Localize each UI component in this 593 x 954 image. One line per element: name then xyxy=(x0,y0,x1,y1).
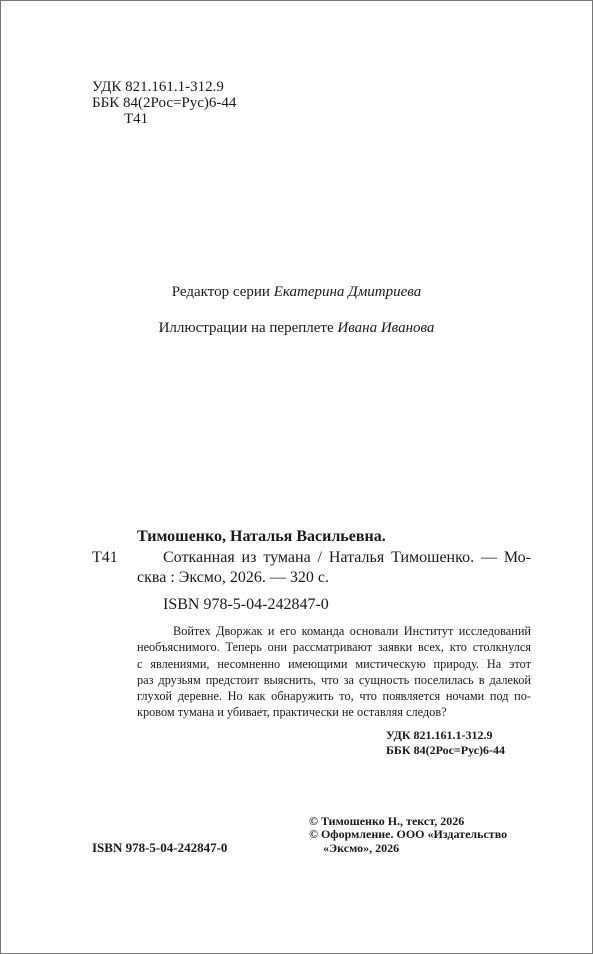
copyright-design-line-2: «Эксмо», 2026 xyxy=(323,841,400,855)
catalog-author-mark: Т41 xyxy=(92,549,118,566)
catalog-author-heading: Тимошенко, Наталья Васильевна. xyxy=(137,528,386,545)
catalog-annotation xyxy=(137,623,531,721)
footer-isbn: ISBN 978-5-04-242847-0 xyxy=(92,840,228,855)
editor-credit xyxy=(0,285,593,300)
top-author-mark: Т41 xyxy=(124,111,149,127)
editor-label: Редактор серии xyxy=(171,284,270,300)
top-udk: УДК 821.161.1-312.9 xyxy=(92,79,224,95)
illustrations-credit xyxy=(0,321,593,336)
illustrations-label: Иллюстрации на переплете xyxy=(158,320,334,336)
catalog-title-line-2: сква : Эксмо, 2026. — 320 с. xyxy=(137,569,330,586)
annotation-line: Войтех Дворжак и его команда основали Институт исследований xyxy=(173,624,531,638)
annotation-line: необъяснимого. Теперь они рассматривают заявки всех, кто столкнулся xyxy=(137,640,531,655)
copyright-text: © Тимошенко Н., текст, 2026 xyxy=(309,814,465,828)
catalog-isbn: ISBN 978-5-04-242847-0 xyxy=(163,596,329,613)
illustrations-name: Ивана Иванова xyxy=(337,320,435,336)
catalog-title-line-1: Сотканная из тумана / Наталья Тимошенко. — Мо- xyxy=(163,549,531,566)
copyright-design-line-1: © Оформление. ООО «Издательство xyxy=(309,827,508,841)
catalog-udk: УДК 821.161.1-312.9 xyxy=(386,728,493,742)
annotation-line: с явлениями, несомненно имеющими мистическую природу. На этот xyxy=(137,656,531,671)
annotation-line: кровом тумана и убивает, практически не оставляя следов? xyxy=(137,705,447,720)
annotation-line: раз друзьям предстоит выяснить, что за сущность поселилась в далекой xyxy=(137,672,531,687)
editor-name: Екатерина Дмитриева xyxy=(273,284,422,300)
catalog-bbk: ББК 84(2Рос=Рус)6-44 xyxy=(386,743,506,757)
top-bbk: ББК 84(2Рос=Рус)6-44 xyxy=(92,95,237,111)
annotation-line: глухой деревне. Но как обнаружить то, что появляется ночами под по- xyxy=(137,689,531,704)
